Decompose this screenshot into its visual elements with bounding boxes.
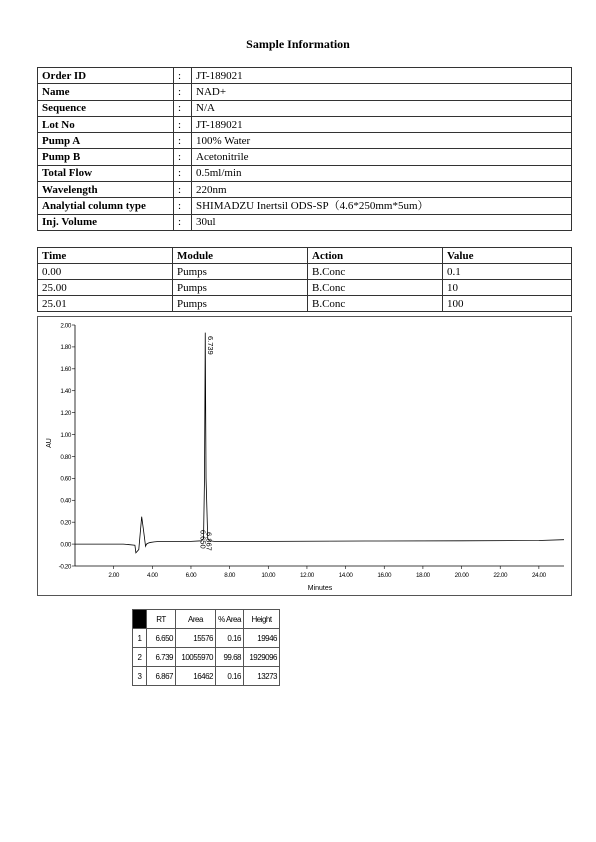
info-value: JT-189021 [192, 68, 572, 84]
info-label: Wavelength [38, 182, 174, 198]
table-row [38, 264, 572, 280]
column-header: % Area [216, 610, 244, 629]
table-row [38, 116, 572, 132]
y-tick-label: 0.80 [60, 453, 71, 461]
y-tick-label: 1.40 [60, 388, 71, 396]
table-cell: 99.68 [216, 648, 244, 667]
y-tick-label: 0.60 [60, 475, 71, 483]
x-tick-label: 2.00 [108, 572, 119, 579]
table-cell: 10 [443, 280, 572, 296]
info-label: Name [38, 84, 174, 100]
info-sep: : [174, 182, 192, 198]
info-sep: : [174, 214, 192, 230]
table-cell: 6.650 [147, 629, 176, 648]
x-tick-label: 14.00 [338, 572, 353, 579]
table-row [38, 84, 572, 100]
row-index: 3 [133, 667, 147, 686]
table-cell: 25.00 [38, 280, 173, 296]
y-tick-label: 0.40 [60, 497, 71, 505]
peak-label: 6.739 [205, 335, 215, 355]
info-label: Inj. Volume [38, 214, 174, 230]
peak-label: 6.650 [198, 529, 208, 549]
table-cell: 0.1 [443, 264, 572, 280]
table-cell: 0.16 [216, 629, 244, 648]
table-cell: 19946 [244, 629, 280, 648]
table-row [38, 182, 572, 198]
x-tick-label: 4.00 [146, 572, 158, 579]
x-tick-label: 22.00 [493, 572, 508, 579]
chromatogram-chart [37, 316, 572, 596]
info-value: 220nm [192, 182, 572, 198]
report-title: Sample Information [246, 37, 350, 51]
y-tick-label: -0.20 [58, 563, 71, 571]
info-sep: : [174, 149, 192, 165]
info-value: NAD+ [192, 84, 572, 100]
table-cell: 100 [443, 296, 572, 312]
table-row [38, 149, 572, 165]
table-row [133, 629, 280, 648]
chromatogram-trace [75, 333, 564, 553]
info-label: Pump A [38, 133, 174, 149]
table-cell: 10055970 [176, 648, 216, 667]
x-axis-label: Minutes [307, 585, 333, 592]
table-row [38, 100, 572, 116]
gradient-table [37, 247, 572, 312]
info-value: 100% Water [192, 133, 572, 149]
info-value: 0.5ml/min [192, 165, 572, 181]
table-cell: 6.867 [147, 667, 176, 686]
table-cell: 25.01 [38, 296, 173, 312]
x-tick-label: 24.00 [531, 572, 546, 579]
table-cell: 0.00 [38, 264, 173, 280]
column-header: Action [308, 248, 443, 264]
sample-info-table [37, 67, 572, 231]
table-row [133, 648, 280, 667]
column-header: Time [38, 248, 173, 264]
table-cell: 16462 [176, 667, 216, 686]
y-tick-label: 2.00 [60, 322, 71, 330]
x-tick-label: 16.00 [377, 572, 392, 579]
x-tick-label: 10.00 [261, 572, 276, 579]
table-header-row [133, 610, 280, 629]
y-tick-label: 1.80 [60, 344, 71, 352]
table-corner [133, 610, 147, 629]
y-tick-label: 1.20 [60, 409, 71, 417]
table-row [133, 667, 280, 686]
table-row [38, 214, 572, 230]
info-sep: : [174, 116, 192, 132]
table-row [38, 296, 572, 312]
row-index: 2 [133, 648, 147, 667]
table-row [38, 68, 572, 84]
peak-table [132, 609, 280, 686]
x-tick-label: 20.00 [454, 572, 469, 579]
y-tick-label: 1.60 [60, 366, 71, 374]
info-sep: : [174, 100, 192, 116]
x-tick-label: 6.00 [185, 572, 197, 579]
table-cell: 1929096 [244, 648, 280, 667]
x-tick-label: 18.00 [416, 572, 430, 579]
table-row [38, 133, 572, 149]
info-label: Lot No [38, 116, 174, 132]
table-row [38, 280, 572, 296]
y-axis-label: AU [46, 438, 53, 448]
x-tick-label: 12.00 [300, 572, 314, 579]
table-cell: 13273 [244, 667, 280, 686]
info-sep: : [174, 68, 192, 84]
chart-border [38, 317, 572, 596]
info-value: 30ul [192, 214, 572, 230]
column-header: Value [443, 248, 572, 264]
info-sep: : [174, 198, 192, 214]
peak-label: 6.867 [204, 532, 214, 551]
info-value: N/A [192, 100, 572, 116]
table-cell: B.Conc [308, 296, 443, 312]
table-row [38, 198, 572, 214]
table-cell: Pumps [173, 280, 308, 296]
info-label: Order ID [38, 68, 174, 84]
table-cell: 15576 [176, 629, 216, 648]
column-header: RT [147, 610, 176, 629]
info-label: Pump B [38, 149, 174, 165]
row-index: 1 [133, 629, 147, 648]
table-header-row [38, 248, 572, 264]
column-header: Area [176, 610, 216, 629]
column-header: Height [244, 610, 280, 629]
info-sep: : [174, 84, 192, 100]
info-value: SHIMADZU Inertsil ODS-SP（4.6*250mm*5um） [192, 198, 572, 214]
info-value: Acetonitrile [192, 149, 572, 165]
info-value: JT-189021 [192, 116, 572, 132]
info-label: Total Flow [38, 165, 174, 181]
table-cell: B.Conc [308, 264, 443, 280]
y-tick-label: 1.00 [60, 431, 71, 439]
column-header: Module [173, 248, 308, 264]
table-cell: B.Conc [308, 280, 443, 296]
x-tick-label: 8.00 [224, 572, 235, 579]
info-sep: : [174, 165, 192, 181]
table-row [38, 165, 572, 181]
info-label: Analytial column type [38, 198, 174, 214]
y-tick-label: 0.00 [60, 541, 71, 549]
table-cell: 6.739 [147, 648, 176, 667]
table-cell: Pumps [173, 296, 308, 312]
table-cell: 0.16 [216, 667, 244, 686]
table-cell: Pumps [173, 264, 308, 280]
y-tick-label: 0.20 [60, 519, 71, 527]
info-sep: : [174, 133, 192, 149]
info-label: Sequence [38, 100, 174, 116]
